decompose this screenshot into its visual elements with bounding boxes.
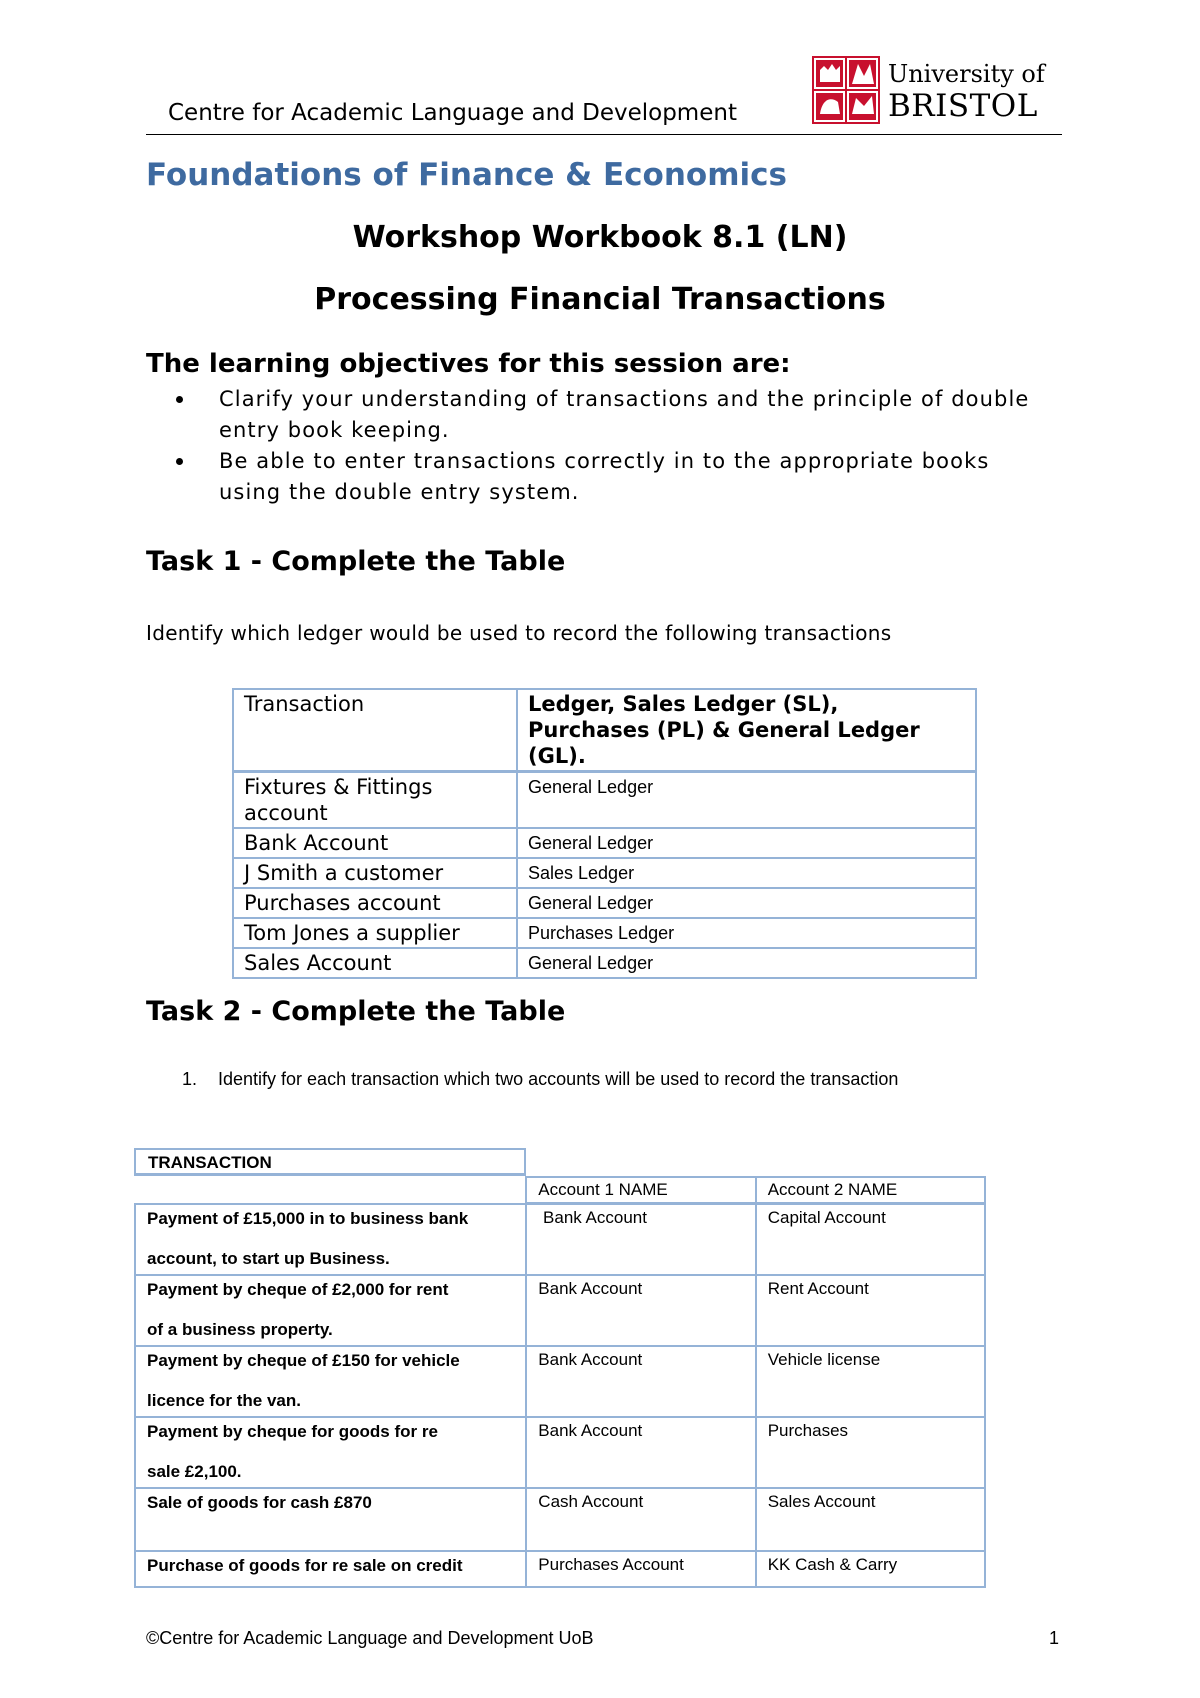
objectives-heading: The learning objectives for this session are: — [146, 349, 791, 379]
header-centre-name: Centre for Academic Language and Development — [168, 100, 737, 126]
table-row — [233, 772, 976, 829]
instruction-number: 1. — [182, 1069, 198, 1089]
logo-text-line2: BRISTOL — [888, 88, 1038, 124]
task1-heading: Task 1 - Complete the Table — [146, 546, 566, 577]
session-subtitle: Processing Financial Transactions — [314, 282, 886, 317]
transaction-line1: Purchase of goods for re sale on credit — [147, 1555, 463, 1575]
ledger-cell: General Ledger — [517, 772, 976, 829]
accounts-table — [134, 1176, 986, 1588]
table-header-row — [135, 1177, 985, 1204]
university-logo — [812, 56, 1044, 124]
objective-item — [170, 384, 1050, 446]
task2-heading: Task 2 - Complete the Table — [146, 996, 566, 1027]
transaction-line2: account, to start up Business. — [147, 1248, 390, 1268]
transaction-cell: Tom Jones a supplier — [233, 918, 517, 948]
table-row — [135, 1551, 985, 1587]
account1-cell: Cash Account — [526, 1488, 755, 1551]
account1-cell: Bank Account — [526, 1204, 755, 1275]
header-cell-account1: Account 1 NAME — [526, 1177, 755, 1204]
ledger-cell: General Ledger — [517, 828, 976, 858]
account1-cell: Bank Account — [526, 1417, 755, 1488]
transaction-line2: sale £2,100. — [147, 1461, 242, 1481]
header-rule — [146, 134, 1062, 135]
transaction-header-label: TRANSACTION — [148, 1153, 272, 1172]
transaction-cell — [135, 1417, 526, 1488]
footer-copyright: ©Centre for Academic Language and Development UoB — [146, 1628, 594, 1648]
transaction-line2: licence for the van. — [147, 1390, 301, 1410]
header-spacer-cell — [135, 1177, 526, 1204]
account2-cell: Purchases — [756, 1417, 985, 1488]
transaction-cell — [135, 1488, 526, 1551]
ledger-table — [232, 688, 977, 979]
ledger-cell: General Ledger — [517, 888, 976, 918]
workbook-heading: Workshop Workbook 8.1 (LN) — [352, 220, 848, 255]
transaction-cell: Fixtures & Fittings account — [233, 772, 517, 829]
instruction-text: Identify for each transaction which two accounts will be used to record the transaction — [218, 1069, 899, 1089]
bullet-icon — [176, 458, 183, 465]
account2-cell: Capital Account — [756, 1204, 985, 1275]
transaction-line1: Payment by cheque for goods for re — [147, 1421, 438, 1441]
transaction-line1: Payment of £15,000 in to business bank — [147, 1208, 469, 1228]
transaction-cell: Purchases account — [233, 888, 517, 918]
transaction-line2: of a business property. — [147, 1319, 333, 1339]
account2-cell: Vehicle license — [756, 1346, 985, 1417]
task1-instruction: Identify which ledger would be used to record the following transactions — [146, 621, 892, 645]
header-cell-transaction: Transaction — [233, 689, 517, 772]
table-row — [233, 948, 976, 978]
account1-cell: Bank Account — [526, 1275, 755, 1346]
table-row — [233, 888, 976, 918]
transaction-line1: Sale of goods for cash £870 — [147, 1492, 372, 1512]
transaction-header-cell — [134, 1148, 526, 1176]
account2-cell: Rent Account — [756, 1275, 985, 1346]
objective-text: Be able to enter transactions correctly in to the appropriate books using the double entry system. — [219, 449, 990, 504]
table-row — [233, 858, 976, 888]
ledger-cell: General Ledger — [517, 948, 976, 978]
account2-cell: Sales Account — [756, 1488, 985, 1551]
transaction-cell — [135, 1275, 526, 1346]
table-row — [135, 1417, 985, 1488]
page-number: 1 — [1049, 1628, 1060, 1648]
university-crest-icon — [812, 56, 880, 124]
bullet-icon — [176, 396, 183, 403]
transaction-cell — [135, 1551, 526, 1587]
header-cell-ledger: Ledger, Sales Ledger (SL), Purchases (PL) & General Ledger (GL). — [517, 689, 976, 772]
table-row — [233, 918, 976, 948]
transaction-cell: Bank Account — [233, 828, 517, 858]
ledger-cell: Purchases Ledger — [517, 918, 976, 948]
ledger-cell: Sales Ledger — [517, 858, 976, 888]
account1-cell: Purchases Account — [526, 1551, 755, 1587]
table-row — [135, 1488, 985, 1551]
transaction-cell: Sales Account — [233, 948, 517, 978]
transaction-cell: J Smith a customer — [233, 858, 517, 888]
transaction-cell — [135, 1204, 526, 1275]
account1-cell: Bank Account — [526, 1346, 755, 1417]
objective-text: Clarify your understanding of transactions and the principle of double entry book keeping. — [219, 387, 1030, 442]
transaction-line1: Payment by cheque of £2,000 for rent — [147, 1279, 449, 1299]
table-row — [135, 1275, 985, 1346]
objectives-list — [170, 384, 1050, 508]
objective-item — [170, 446, 1050, 508]
table-row — [233, 828, 976, 858]
logo-text-line1: University of — [888, 60, 1045, 88]
table-row — [135, 1204, 985, 1275]
transaction-line1: Payment by cheque of £150 for vehicle — [147, 1350, 460, 1370]
table-header-row — [233, 689, 976, 772]
header-cell-account2: Account 2 NAME — [756, 1177, 985, 1204]
task2-instruction — [182, 1069, 898, 1090]
transaction-cell — [135, 1346, 526, 1417]
document-title: Foundations of Finance & Economics — [146, 157, 787, 193]
table-row — [135, 1346, 985, 1417]
account2-cell: KK Cash & Carry — [756, 1551, 985, 1587]
